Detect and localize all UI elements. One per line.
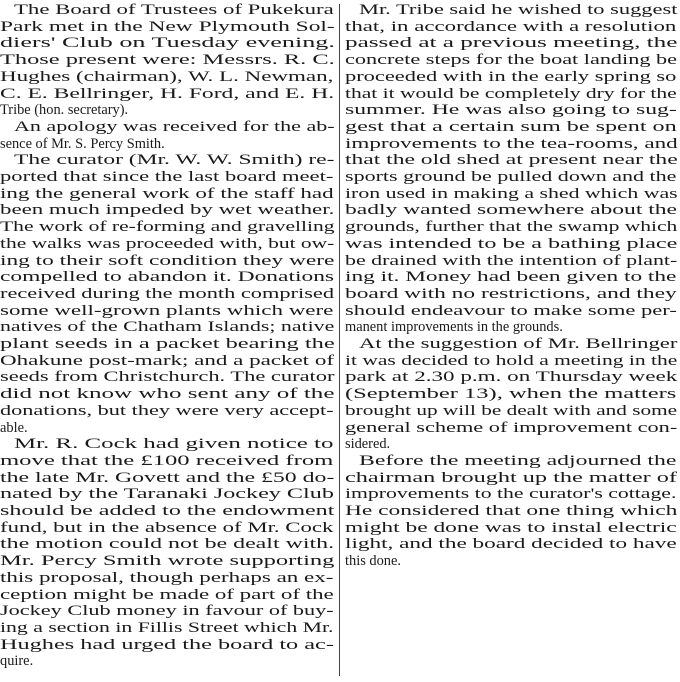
column-divider [339,4,340,676]
text-line: An apology was received for the ab- [14,118,335,135]
text-line: been much impeded by wet weather. [0,202,335,219]
text-line: iron used in making a shed which was [345,185,678,202]
text-line: this proposal, though perhaps an ex- [0,569,334,586]
text-line: chairman brought up the matter of [345,469,678,486]
text-line: Tribe (hon. secretary). [0,102,129,119]
text-line: park at 2.30 p.m. on Thursday week [345,369,678,386]
text-line: fund, but in the absence of Mr. Cock [0,519,334,536]
text-line: Mr. R. Cock had given notice to [14,436,334,453]
text-line: At the suggestion of Mr. Bellringer [359,336,678,352]
text-line: that, in accordance with a resolution [345,18,677,35]
text-line: brought up will be dealt with and some [345,402,678,419]
text-line: plant seeds in a packet bearing the [0,336,335,352]
text-line: passed at a previous meeting, the [345,35,678,52]
text-line: ing to their soft condition they were [0,252,335,269]
text-line: grounds, further that the swamp which [345,219,678,236]
text-line: Those present were: Messrs. R. C. [0,52,335,69]
text-line: (September 13), when the matters [345,386,677,403]
text-line: Park met in the New Plymouth Sol- [0,18,335,35]
text-line: He considered that one thing which [345,503,678,519]
text-line: ported that since the last board meet- [0,169,334,185]
text-line: light, and the board decided to have [345,536,677,553]
text-line: able. [0,419,28,436]
text-line: general scheme of improvement con- [345,419,678,436]
text-line: Mr. Tribe said he wished to suggest [359,2,678,18]
text-line: The work of re-forming and gravelling [0,219,335,236]
text-line: some well-grown plants which were [0,302,334,319]
text-line: manent improvements in the grounds. [345,319,563,336]
text-line: natives of the Chatham Islands; native [0,319,335,336]
text-line: summer. He was also going to sug- [345,102,677,119]
text-line: that it would be completely dry for the [345,85,677,102]
text-line: board with no restrictions, and they [345,285,677,302]
text-line: ing it. Money had been given to the [345,269,677,286]
text-line: badly wanted somewhere about the [345,202,678,219]
text-line: donations, but they were very accept- [0,402,334,419]
text-line: received during the month comprised [0,285,334,302]
text-line: improvements to the tea-rooms, and [345,135,678,152]
text-line: diers' Club on Tuesday evening. [0,35,335,52]
text-line: it was decided to hold a meeting in the [345,352,678,369]
text-line: that the old shed at present near the [345,152,678,169]
text-line: gest that a certain sum be spent on [345,118,677,135]
text-line: be drained with the intention of plant- [345,252,678,269]
text-line: the walks was proceeded with, but ow- [0,235,335,252]
text-line: nated by the Taranaki Jockey Club [0,486,334,503]
text-line: The curator (Mr. W. W. Smith) re- [14,152,335,169]
text-line: Hughes (chairman), W. L. Newman, [0,68,334,85]
text-line: sports ground be pulled down and the [345,169,677,185]
text-line: concrete steps for the boat landing be [345,52,677,69]
text-line: seeds from Christchurch. The curator [0,369,335,386]
text-line: Mr. Percy Smith wrote supporting [0,553,335,570]
text-line: quire. [0,653,34,670]
text-line: ing a section in Fillis Street which Mr. [0,619,334,636]
text-line: move that the £100 received from [0,452,334,469]
text-line: the late Mr. Govett and the £50 do- [0,469,335,486]
text-line: C. E. Bellringer, H. Ford, and E. H. [0,85,335,102]
text-line: sidered. [345,436,391,453]
text-line: should endeavour to make some per- [345,302,677,319]
text-line: Hughes had urged the board to ac- [0,636,334,653]
text-line: improvements to the curator's cottage. [345,486,677,503]
text-line: ing the general work of the staff had [0,185,334,202]
text-line: this done. [345,553,401,570]
text-line: ception might be made of part of the [0,586,334,603]
text-line: Jockey Club money in favour of buy- [0,603,334,620]
text-line: The Board of Trustees of Pukekura [14,2,334,18]
text-line: compelled to abandon it. Donations [0,269,335,286]
text-line: sence of Mr. S. Percy Smith. [0,135,165,152]
text-line: Ohakune post-mark; and a packet of [0,352,334,369]
text-line: the motion could not be dealt with. [0,536,335,553]
text-line: was intended to be a bathing place [345,235,678,252]
text-line: might be done was to instal electric [345,519,677,536]
text-line: did not know who sent any of the [0,386,335,403]
text-line: Before the meeting adjourned the [359,452,677,469]
text-line: should be added to the endowment [0,503,335,519]
text-line: proceeded with in the early spring so [345,68,677,85]
